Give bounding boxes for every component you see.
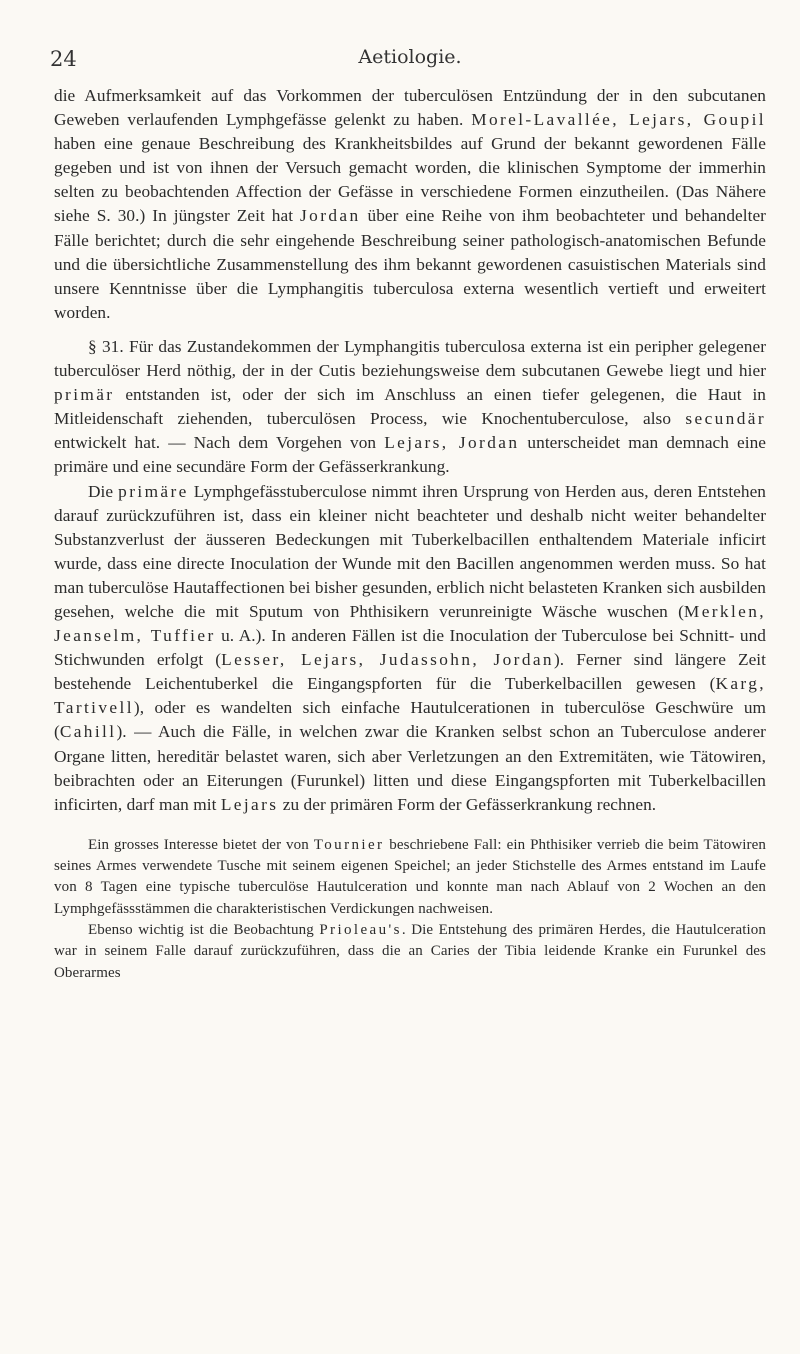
page-header	[50, 0, 766, 71]
emphasis-term: secundär	[685, 409, 766, 429]
text-run: haben eine genaue Beschreibung des Krankheitsbildes auf Grund der bekannt gewordenen Fälle gegeben und ist von ihnen der Versuch gemacht worden, die klinischen Symptome der immerhin selten zu beobachtenden Affection der Gefässe in verschiedene Formen einzutheilen. (Das Nähere siehe S. 30.) In jüngster Zeit hat	[54, 134, 766, 226]
text-run: ), oder es wandelten sich einfache Hautulcerationen in tuberculöse Geschwüre um (	[54, 698, 766, 742]
text-run: entstanden ist, oder der sich im Anschluss an einen tiefer gelegenen, die Haut in Mitleidenschaft ziehenden, tuberculösen Process, wie Knochentuberculose, also	[54, 385, 766, 429]
author-names: Prioleau's	[319, 922, 402, 938]
author-names: Merklen, Jeanselm, Tuffier	[54, 601, 766, 646]
running-head: Aetiologie.	[358, 46, 462, 68]
text-run: ). — Auch die Fälle, in welchen zwar die Kranken selbst schon an Tuberculose anderer Organe litten, hereditär belastet waren, sich aber Verletzungen an den Extremitäten, wie Tätowiren, beibrachten oder an Eiterungen (Furunkel) litten und diese Eingangspforten mit Tuberkelbacillen inficirten, darf man mit	[54, 722, 766, 814]
small-print-paragraph-2	[54, 920, 766, 984]
author-names: Jordan	[300, 206, 361, 226]
author-names: Karg, Tartivell	[54, 674, 766, 718]
emphasis-term: primäre	[118, 481, 189, 501]
text-run: u. A.). In anderen Fällen ist die Inoculation der Tuberculose bei Schnitt- und Stichwunden erfolgt (	[54, 626, 766, 670]
text-run: Lymphgefässtuberculose nimmt ihren Ursprung von Herden aus, deren Entstehen darauf zurückzuführen ist, dass ein kleiner nicht beachteter und deshalb nicht weiter behandelter Substanzverlust der äusseren Bedeckungen mit Tuberkelbacillen enthaltendem Materiale inficirt wurde, dass eine directe Inoculation der Wunde mit den Bacillen angenommen werden muss. So hat man tuberculöse Hautaffectionen bei bisher gesunden, erblich nicht belasteten Kranken sich ausbilden gesehen, welche die mit Sputum von Phthisikern verunreinigte Wäsche wuschen (	[54, 481, 766, 621]
text-run: ). Ferner sind längere Zeit bestehende Leichentuberkel die Eingangspforten für die Tuberkelbacillen gewesen (	[54, 650, 766, 694]
text-run: die Aufmerksamkeit auf das Vorkommen der tuberculösen Entzündung der in den subcutanen Geweben verlaufenden Lymphgefässe gelenkt zu haben.	[54, 86, 766, 130]
text-run: zu der primären Form der Gefässerkrankung rechnen.	[278, 794, 657, 814]
paragraph-1	[54, 84, 766, 325]
text-run: entwickelt hat. — Nach dem Vorgehen von	[54, 433, 385, 453]
text-run: Die	[88, 481, 119, 501]
text-run: unterscheidet man demnach eine primäre und eine secundäre Form der Gefässerkrankung.	[54, 433, 766, 477]
small-print-paragraph-1	[54, 835, 766, 920]
author-names: Lejars, Jordan	[384, 433, 520, 453]
author-names: Cahill	[59, 722, 117, 742]
paragraph-3	[54, 480, 766, 817]
author-names: Lejars	[220, 794, 279, 814]
author-names: Tournier	[313, 836, 385, 853]
text-run: Ebenso wichtig ist die Beobachtung	[88, 922, 320, 938]
emphasis-term: primär	[54, 385, 115, 405]
paragraph-section-31	[54, 335, 766, 480]
text-run: § 31. Für das Zustandekommen der Lymphangitis tuberculosa externa ist ein peripher gelegener tuberculöser Herd nöthig, der in der Cutis beziehungsweise dem subcutanen Gewebe liegt und hier	[54, 336, 766, 381]
text-run: . Die Entstehung des primären Herdes, die Hautulceration war in seinem Falle darauf zurückzuführen, dass die an Caries der Tibia leidende Kranke ein Furunkel des Oberarmes	[54, 922, 766, 981]
text-run: beschriebene Fall: ein Phthisiker verrieb die beim Tätowiren seines Armes verwendete Tusche mit seinem eigenen Speichel; an jeder Stichstelle des Armes entstand im Laufe von 8 Tagen eine typische tuberculöse Hautulceration und konnte man nach Ablauf von 2 Wochen an den Lymphgefässstämmen die charakteristischen Verdickungen nachweisen.	[54, 836, 766, 917]
book-page	[50, 0, 766, 984]
author-names: Lesser, Lejars, Judassohn, Jordan	[221, 650, 554, 670]
author-names: Morel-Lavallée, Lejars, Goupil	[471, 110, 766, 130]
page-number: 24	[50, 47, 77, 71]
text-run: Ein grosses Interesse bietet der von	[88, 836, 314, 853]
text-run: über eine Reihe von ihm beobachteter und behandelter Fälle berichtet; durch die sehr eingehende Beschreibung seiner pathologisch-anatomischen Befunde und die übersichtliche Zusammenstellung des ihm bekannt gewordenen casuistischen Materials sind unsere Kenntnisse über die Lymphangitis tuberculosa externa wesentlich vertieft und erweitert worden.	[54, 206, 766, 322]
